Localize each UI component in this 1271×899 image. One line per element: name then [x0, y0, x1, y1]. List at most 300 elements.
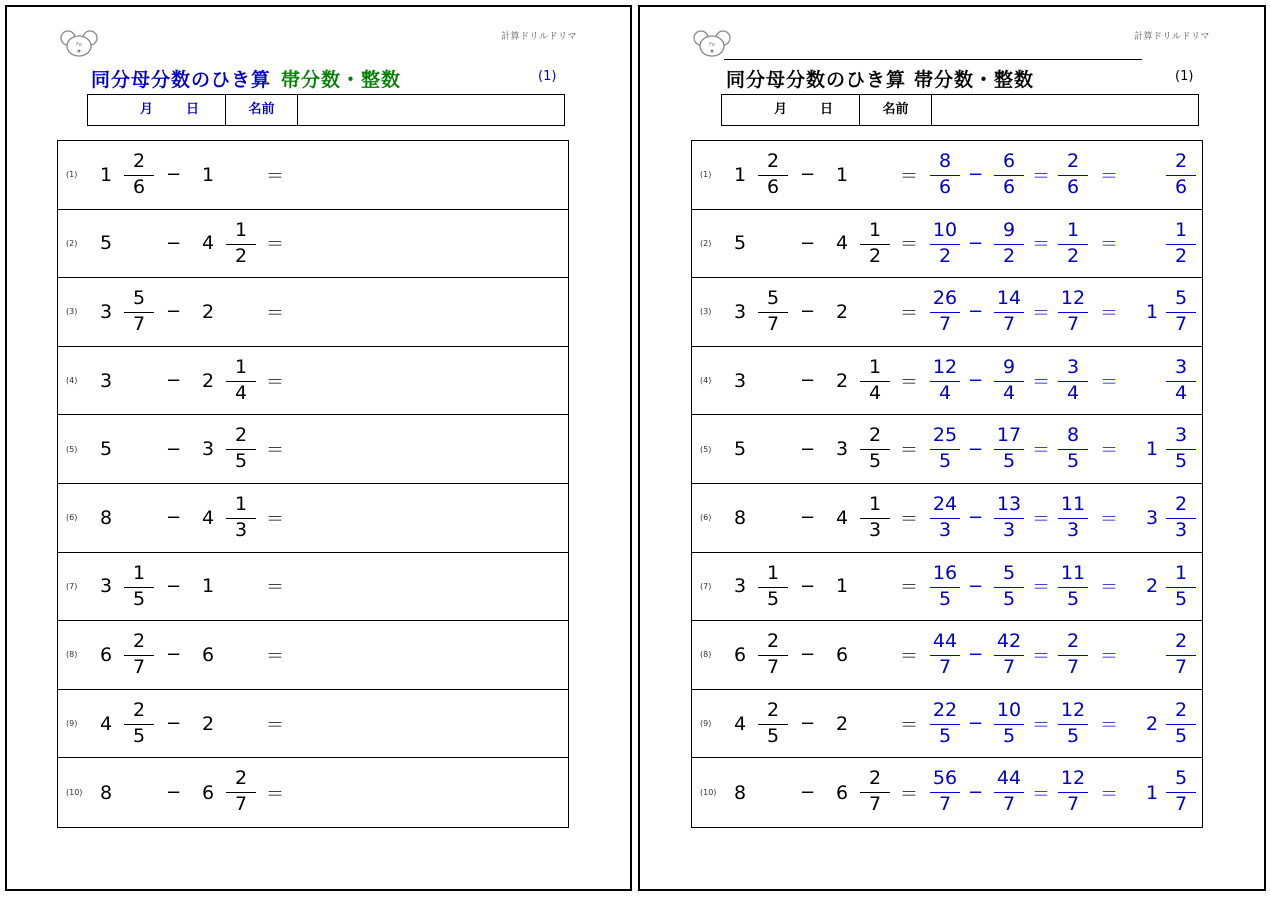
- difference-fraction-numerator: 12: [1060, 287, 1086, 310]
- improper-minuend: [928, 150, 962, 200]
- first-fraction: [756, 150, 790, 200]
- improper-minuend-denominator: 5: [938, 587, 952, 610]
- first-fraction: [122, 699, 156, 749]
- improper-minuend-numerator: 12: [932, 355, 958, 378]
- equals-sign: ＝: [266, 440, 284, 462]
- answer-equals-sign: ＝: [1032, 783, 1050, 805]
- first-fraction: [122, 287, 156, 337]
- first-fraction-denominator: 5: [132, 587, 146, 610]
- second-fraction-numerator: 1: [868, 355, 882, 378]
- first-fraction-denominator: 7: [132, 313, 146, 336]
- answer-minus-sign: −: [968, 644, 984, 666]
- result-equals-sign: ＝: [1100, 714, 1118, 736]
- difference-fraction-denominator: 5: [1066, 450, 1080, 473]
- difference-fraction-denominator: 4: [1066, 381, 1080, 404]
- month-label: 月: [774, 102, 788, 117]
- equals-sign: ＝: [900, 165, 918, 187]
- minus-sign: −: [800, 370, 816, 392]
- difference-fraction: [1056, 630, 1090, 680]
- improper-minuend-denominator: 5: [938, 450, 952, 473]
- second-fraction-denominator: 3: [234, 518, 248, 541]
- second-fraction-denominator: 4: [234, 381, 248, 404]
- final-answer-fraction: [1164, 219, 1198, 269]
- second-whole: 6: [836, 781, 849, 804]
- second-whole: 6: [836, 643, 849, 666]
- difference-fraction: [1056, 219, 1090, 269]
- difference-fraction: [1056, 424, 1090, 474]
- problem-row: [692, 758, 1202, 827]
- first-whole: 1: [100, 163, 113, 186]
- minus-sign: −: [800, 644, 816, 666]
- first-fraction-denominator: 5: [132, 724, 146, 747]
- difference-fraction-numerator: 12: [1060, 698, 1086, 721]
- equals-sign: ＝: [900, 302, 918, 324]
- first-fraction: [756, 630, 790, 680]
- problem-number: (2): [700, 238, 712, 248]
- final-answer-fraction: [1164, 630, 1198, 680]
- minus-sign: −: [166, 507, 182, 529]
- name-label: 名前: [226, 95, 298, 125]
- answer-equals-sign: ＝: [1032, 165, 1050, 187]
- first-fraction-numerator: 2: [132, 150, 146, 172]
- first-fraction-denominator: 6: [132, 176, 146, 198]
- final-answer-fraction: [1164, 150, 1198, 200]
- date-field[interactable]: [88, 95, 226, 125]
- second-fraction-denominator: 5: [868, 450, 882, 473]
- minus-sign: −: [800, 782, 816, 804]
- minus-sign: −: [166, 575, 182, 597]
- second-fraction-denominator: 7: [234, 793, 248, 816]
- problem-row: [58, 690, 568, 759]
- problem-number: (2): [66, 238, 78, 248]
- second-whole: 1: [202, 163, 215, 186]
- problem-row: [692, 415, 1202, 484]
- answer-minus-sign: −: [968, 370, 984, 392]
- improper-subtrahend: [992, 699, 1026, 749]
- final-answer-fraction: [1164, 767, 1198, 817]
- sheet-number: (1): [1175, 69, 1194, 84]
- improper-minuend-denominator: 7: [938, 656, 952, 679]
- improper-minuend-denominator: 7: [938, 793, 952, 816]
- equals-sign: ＝: [900, 234, 918, 256]
- date-field[interactable]: [722, 95, 860, 125]
- improper-subtrahend-numerator: 9: [1002, 218, 1016, 241]
- improper-subtrahend: [992, 424, 1026, 474]
- improper-minuend: [928, 356, 962, 406]
- difference-fraction-denominator: 7: [1066, 656, 1080, 679]
- problem-number: (10): [66, 788, 83, 798]
- problem-number: (4): [66, 376, 78, 386]
- svg-text:Fe: Fe: [76, 42, 82, 48]
- problem-row: [58, 278, 568, 347]
- name-label: 名前: [860, 95, 932, 125]
- first-whole: 3: [100, 300, 113, 323]
- second-fraction-denominator: 7: [868, 793, 882, 816]
- month-label: 月: [140, 102, 154, 117]
- difference-fraction-numerator: 11: [1060, 561, 1086, 584]
- second-fraction-numerator: 1: [868, 218, 882, 241]
- second-fraction-denominator: 4: [868, 381, 882, 404]
- first-fraction: [122, 150, 156, 200]
- improper-subtrahend-numerator: 6: [1002, 150, 1016, 172]
- minus-sign: −: [166, 438, 182, 460]
- difference-fraction-denominator: 7: [1066, 793, 1080, 816]
- improper-subtrahend: [992, 219, 1026, 269]
- answer-minus-sign: −: [968, 164, 984, 186]
- answer-minus-sign: −: [968, 782, 984, 804]
- improper-minuend-numerator: 26: [932, 287, 958, 310]
- final-answer-fraction-numerator: 2: [1174, 630, 1188, 653]
- problem-number: (7): [66, 581, 78, 591]
- equals-sign: ＝: [900, 371, 918, 393]
- improper-minuend-denominator: 4: [938, 381, 952, 404]
- first-whole: 3: [100, 369, 113, 392]
- first-whole: 4: [100, 712, 113, 735]
- final-answer-fraction-numerator: 5: [1174, 767, 1188, 790]
- final-answer-fraction-numerator: 1: [1174, 561, 1188, 584]
- minus-sign: −: [166, 232, 182, 254]
- answer-equals-sign: ＝: [1032, 234, 1050, 256]
- problem-number: (4): [700, 376, 712, 386]
- second-fraction-numerator: 1: [868, 492, 882, 515]
- second-whole: 2: [836, 712, 849, 735]
- problem-number: (9): [700, 719, 712, 729]
- second-fraction: [224, 219, 258, 269]
- difference-fraction-numerator: 2: [1066, 150, 1080, 172]
- improper-minuend-denominator: 2: [938, 244, 952, 267]
- problem-row: [58, 484, 568, 553]
- second-whole: 4: [202, 232, 215, 255]
- worksheet-title: [726, 65, 1034, 92]
- first-whole: 8: [734, 506, 747, 529]
- second-fraction: [224, 493, 258, 543]
- equals-sign: ＝: [266, 714, 284, 736]
- first-whole: 5: [100, 232, 113, 255]
- minus-sign: −: [166, 713, 182, 735]
- first-whole: 5: [734, 438, 747, 461]
- first-fraction-numerator: 2: [766, 630, 780, 653]
- improper-subtrahend-numerator: 5: [1002, 561, 1016, 584]
- problem-number: (8): [66, 650, 78, 660]
- final-answer-fraction-numerator: 5: [1174, 287, 1188, 310]
- improper-minuend-denominator: 3: [938, 518, 952, 541]
- equals-sign: ＝: [900, 714, 918, 736]
- problem-row: [692, 347, 1202, 416]
- problem-row: [58, 415, 568, 484]
- improper-subtrahend: [992, 630, 1026, 680]
- final-answer-fraction-denominator: 3: [1174, 518, 1188, 541]
- improper-minuend-denominator: 7: [938, 313, 952, 336]
- result-equals-sign: ＝: [1100, 234, 1118, 256]
- final-answer-fraction: [1164, 562, 1198, 612]
- title-sub: 帯分数・整数: [914, 69, 1035, 91]
- mouse-logo-icon: [59, 29, 99, 59]
- final-answer-fraction-numerator: 2: [1174, 150, 1188, 172]
- improper-subtrahend-numerator: 44: [996, 767, 1022, 790]
- difference-fraction: [1056, 287, 1090, 337]
- difference-fraction: [1056, 562, 1090, 612]
- final-whole: 1: [1146, 438, 1159, 461]
- improper-minuend-numerator: 16: [932, 561, 958, 584]
- answer-minus-sign: −: [968, 301, 984, 323]
- problem-row: [58, 758, 568, 827]
- minus-sign: −: [166, 782, 182, 804]
- second-fraction: [858, 424, 892, 474]
- answer-equals-sign: ＝: [1032, 714, 1050, 736]
- difference-fraction-denominator: 5: [1066, 587, 1080, 610]
- result-equals-sign: ＝: [1100, 371, 1118, 393]
- second-fraction-numerator: 1: [234, 492, 248, 515]
- minus-sign: −: [800, 438, 816, 460]
- second-whole: 4: [836, 506, 849, 529]
- result-equals-sign: ＝: [1100, 302, 1118, 324]
- first-fraction-denominator: 7: [766, 313, 780, 336]
- minus-sign: −: [166, 644, 182, 666]
- result-equals-sign: ＝: [1100, 165, 1118, 187]
- answer-minus-sign: −: [968, 575, 984, 597]
- final-answer-fraction-denominator: 7: [1174, 313, 1188, 336]
- problem-number: (1): [66, 170, 78, 180]
- result-equals-sign: ＝: [1100, 508, 1118, 530]
- second-whole: 3: [836, 438, 849, 461]
- problem-row: [692, 210, 1202, 279]
- improper-minuend-numerator: 10: [932, 218, 958, 241]
- result-equals-sign: ＝: [1100, 645, 1118, 667]
- first-fraction-denominator: 7: [766, 656, 780, 679]
- second-whole: 3: [202, 438, 215, 461]
- improper-minuend-numerator: 8: [938, 150, 952, 172]
- title-underline: [724, 59, 1142, 60]
- minus-sign: −: [800, 507, 816, 529]
- final-answer-fraction: [1164, 493, 1198, 543]
- first-fraction-numerator: 5: [766, 287, 780, 310]
- final-whole: 3: [1146, 506, 1159, 529]
- improper-subtrahend-denominator: 5: [1002, 724, 1016, 747]
- problem-row: [692, 278, 1202, 347]
- title-sub: 帯分数・整数: [281, 69, 402, 91]
- improper-subtrahend-denominator: 5: [1002, 450, 1016, 473]
- answer-equals-sign: ＝: [1032, 577, 1050, 599]
- final-whole: 1: [1146, 300, 1159, 323]
- improper-subtrahend-numerator: 10: [996, 698, 1022, 721]
- answer-table: [691, 140, 1203, 828]
- problem-number: (7): [700, 581, 712, 591]
- improper-subtrahend-numerator: 17: [996, 424, 1022, 447]
- problem-row: [58, 141, 568, 210]
- difference-fraction: [1056, 493, 1090, 543]
- first-fraction-numerator: 1: [766, 561, 780, 584]
- second-fraction-denominator: 2: [234, 244, 248, 267]
- first-fraction: [756, 562, 790, 612]
- second-fraction-denominator: 3: [868, 518, 882, 541]
- answer-equals-sign: ＝: [1032, 371, 1050, 393]
- first-fraction-denominator: 7: [132, 656, 146, 679]
- answer-equals-sign: ＝: [1032, 645, 1050, 667]
- result-equals-sign: ＝: [1100, 440, 1118, 462]
- first-whole: 1: [734, 163, 747, 186]
- first-whole: 8: [734, 781, 747, 804]
- improper-subtrahend-denominator: 3: [1002, 518, 1016, 541]
- second-fraction-numerator: 2: [868, 767, 882, 790]
- problem-table: [57, 140, 569, 828]
- improper-subtrahend: [992, 767, 1026, 817]
- difference-fraction: [1056, 150, 1090, 200]
- improper-subtrahend-numerator: 14: [996, 287, 1022, 310]
- first-whole: 8: [100, 781, 113, 804]
- first-whole: 6: [100, 643, 113, 666]
- second-whole: 6: [202, 781, 215, 804]
- difference-fraction-numerator: 2: [1066, 630, 1080, 653]
- problem-number: (5): [66, 444, 78, 454]
- problem-number: (1): [700, 170, 712, 180]
- difference-fraction: [1056, 767, 1090, 817]
- minus-sign: −: [800, 301, 816, 323]
- second-fraction-denominator: 2: [868, 244, 882, 267]
- improper-minuend: [928, 424, 962, 474]
- final-answer-fraction-denominator: 5: [1174, 724, 1188, 747]
- equals-sign: ＝: [900, 508, 918, 530]
- improper-minuend-numerator: 56: [932, 767, 958, 790]
- first-fraction-numerator: 2: [766, 150, 780, 172]
- second-fraction: [224, 356, 258, 406]
- second-fraction-denominator: 5: [234, 450, 248, 473]
- difference-fraction: [1056, 699, 1090, 749]
- equals-sign: ＝: [266, 577, 284, 599]
- second-whole: 1: [836, 163, 849, 186]
- improper-subtrahend-numerator: 42: [996, 630, 1022, 653]
- difference-fraction-denominator: 3: [1066, 518, 1080, 541]
- first-whole: 8: [100, 506, 113, 529]
- first-whole: 3: [734, 300, 747, 323]
- first-whole: 5: [100, 438, 113, 461]
- minus-sign: −: [166, 370, 182, 392]
- second-fraction-numerator: 2: [234, 767, 248, 790]
- first-fraction: [122, 630, 156, 680]
- first-fraction-numerator: 5: [132, 287, 146, 310]
- final-answer-fraction-denominator: 5: [1174, 450, 1188, 473]
- first-whole: 3: [734, 575, 747, 598]
- second-fraction: [224, 424, 258, 474]
- title-main: 同分母分数のひき算: [91, 69, 272, 91]
- improper-minuend: [928, 562, 962, 612]
- problem-sheet: [5, 5, 632, 891]
- title-main: 同分母分数のひき算: [726, 69, 907, 91]
- improper-minuend: [928, 767, 962, 817]
- difference-fraction-numerator: 8: [1066, 424, 1080, 447]
- day-label: 日: [186, 102, 200, 117]
- difference-fraction-numerator: 1: [1066, 218, 1080, 241]
- improper-subtrahend-denominator: 7: [1002, 313, 1016, 336]
- final-answer-fraction-denominator: 7: [1174, 793, 1188, 816]
- first-whole: 3: [734, 369, 747, 392]
- difference-fraction-denominator: 2: [1066, 244, 1080, 267]
- equals-sign: ＝: [266, 302, 284, 324]
- improper-minuend-numerator: 44: [932, 630, 958, 653]
- problem-number: (6): [700, 513, 712, 523]
- final-answer-fraction: [1164, 287, 1198, 337]
- second-fraction-numerator: 2: [234, 424, 248, 447]
- first-fraction-denominator: 5: [766, 724, 780, 747]
- second-fraction: [858, 767, 892, 817]
- first-fraction-numerator: 2: [132, 630, 146, 653]
- minus-sign: −: [800, 575, 816, 597]
- answer-minus-sign: −: [968, 438, 984, 460]
- improper-subtrahend: [992, 562, 1026, 612]
- improper-subtrahend: [992, 287, 1026, 337]
- problem-number: (5): [700, 444, 712, 454]
- date-name-box: [87, 94, 565, 126]
- result-equals-sign: ＝: [1100, 577, 1118, 599]
- equals-sign: ＝: [266, 371, 284, 393]
- first-fraction-numerator: 2: [132, 698, 146, 721]
- second-fraction-numerator: 1: [234, 218, 248, 241]
- answer-equals-sign: ＝: [1032, 302, 1050, 324]
- answer-minus-sign: −: [968, 713, 984, 735]
- second-whole: 1: [202, 575, 215, 598]
- improper-minuend: [928, 219, 962, 269]
- result-equals-sign: ＝: [1100, 783, 1118, 805]
- equals-sign: ＝: [266, 783, 284, 805]
- equals-sign: ＝: [900, 783, 918, 805]
- date-name-box: [721, 94, 1199, 126]
- first-fraction: [122, 562, 156, 612]
- brand-label: 計算ドリルドリマ: [501, 32, 577, 42]
- final-answer-fraction-numerator: 2: [1174, 698, 1188, 721]
- first-whole: 6: [734, 643, 747, 666]
- difference-fraction-denominator: 6: [1066, 176, 1080, 198]
- final-answer-fraction-denominator: 5: [1174, 587, 1188, 610]
- problem-row: [58, 621, 568, 690]
- problem-row: [58, 210, 568, 279]
- final-answer-fraction-numerator: 3: [1174, 424, 1188, 447]
- answer-equals-sign: ＝: [1032, 440, 1050, 462]
- second-whole: 1: [836, 575, 849, 598]
- final-whole: 2: [1146, 575, 1159, 598]
- final-answer-fraction: [1164, 356, 1198, 406]
- final-answer-fraction-numerator: 2: [1174, 492, 1188, 515]
- final-answer-fraction-denominator: 7: [1174, 656, 1188, 679]
- problem-number: (3): [700, 307, 712, 317]
- final-answer-fraction: [1164, 424, 1198, 474]
- improper-subtrahend: [992, 356, 1026, 406]
- first-fraction: [756, 699, 790, 749]
- minus-sign: −: [166, 164, 182, 186]
- improper-subtrahend-denominator: 7: [1002, 793, 1016, 816]
- first-fraction-numerator: 1: [132, 561, 146, 584]
- problem-row: [58, 553, 568, 622]
- improper-subtrahend-denominator: 2: [1002, 244, 1016, 267]
- minus-sign: −: [166, 301, 182, 323]
- problem-number: (3): [66, 307, 78, 317]
- minus-sign: −: [800, 164, 816, 186]
- answer-minus-sign: −: [968, 232, 984, 254]
- problem-number: (9): [66, 719, 78, 729]
- brand-label: 計算ドリルドリマ: [1134, 32, 1210, 42]
- improper-minuend-denominator: 5: [938, 724, 952, 747]
- worksheet-title: [91, 65, 401, 92]
- second-whole: 2: [836, 300, 849, 323]
- improper-subtrahend-numerator: 13: [996, 492, 1022, 515]
- improper-minuend-numerator: 22: [932, 698, 958, 721]
- improper-subtrahend-denominator: 4: [1002, 381, 1016, 404]
- problem-number: (8): [700, 650, 712, 660]
- difference-fraction-denominator: 5: [1066, 724, 1080, 747]
- first-whole: 4: [734, 712, 747, 735]
- second-whole: 2: [202, 712, 215, 735]
- equals-sign: ＝: [266, 645, 284, 667]
- problem-row: [58, 347, 568, 416]
- second-fraction: [858, 219, 892, 269]
